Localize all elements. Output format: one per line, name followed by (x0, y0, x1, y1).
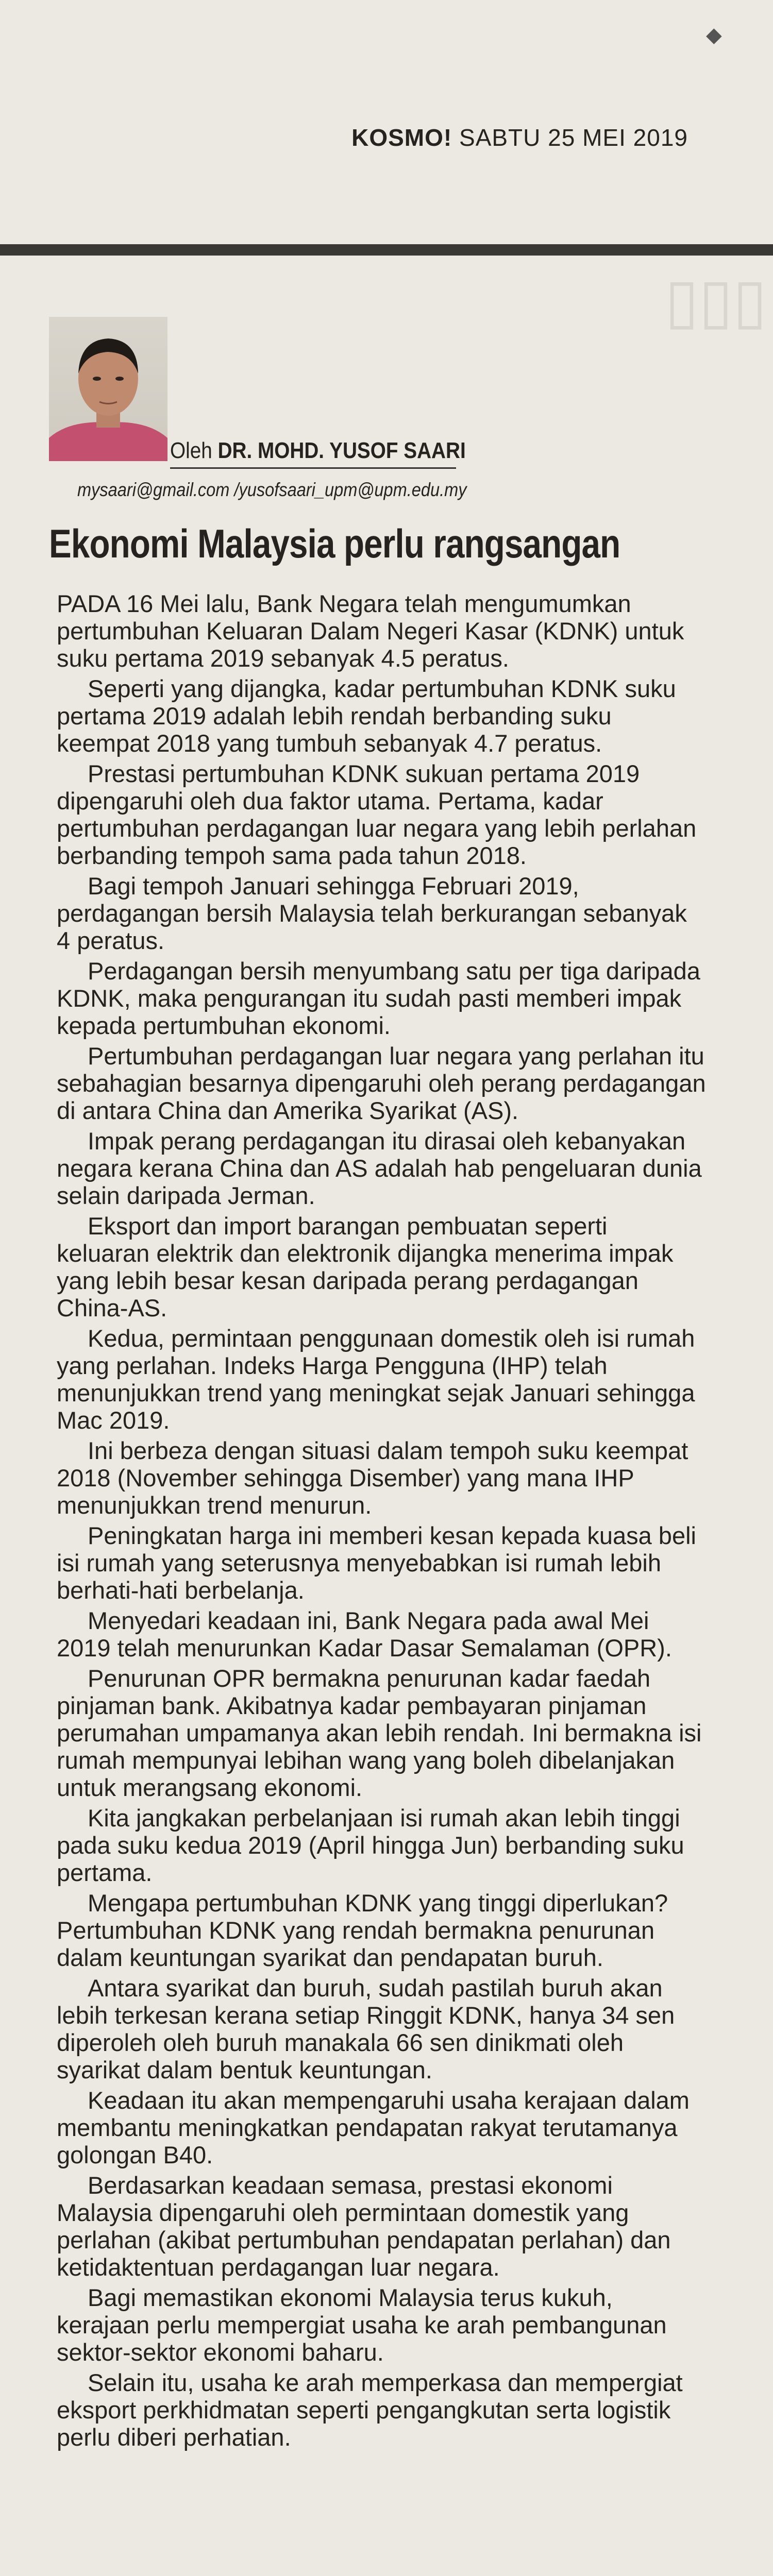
paragraph: Pertumbuhan perdagangan luar negara yang perlahan itu sebahagian besarnya dipengaruhi oleh perang perdagangan di antara China dan Amerika Syarikat (AS). (57, 1042, 706, 1124)
byline (170, 438, 466, 464)
paragraph: Seperti yang dijangka, kadar pertumbuhan KDNK suku pertama 2019 adalah lebih rendah berbanding suku keempat 2018 yang tumbuh sebanyak 4.7 peratus. (57, 675, 676, 757)
paragraph: Impak perang perdagangan itu dirasai oleh kebanyakan negara kerana China dan AS adalah hab pengeluaran dunia selain daripada Jerman. (57, 1127, 702, 1209)
paragraph: Prestasi pertumbuhan KDNK sukuan pertama 2019 dipengaruhi oleh dua faktor utama. Pertama, kadar pertumbuhan perdagangan luar negara yang lebih perlahan berbanding tempoh sama pada tahun 2018. (57, 760, 697, 869)
paragraph: Selain itu, usaha ke arah memperkasa dan mempergiat eksport perkhidmatan seperti pengangkutan serta logistik perlu diberi perhatian. (57, 2369, 683, 2451)
paragraph: Peningkatan harga ini memberi kesan kepada kuasa beli isi rumah yang seterusnya menyebabkan isi rumah lebih berhati-hati berbelanja. (57, 1522, 696, 1604)
paragraph: Bagi tempoh Januari sehingga Februari 2019, perdagangan bersih Malaysia telah berkurangan sebanyak 4 peratus. (57, 872, 687, 954)
paragraph: Kita jangkakan perbelanjaan isi rumah akan lebih tinggi pada suku kedua 2019 (April hingga Jun) berbanding suku pertama. (57, 1804, 684, 1886)
paragraph: Keadaan itu akan mempengaruhi usaha kerajaan dalam membantu meningkatkan pendapatan rakyat terutamanya golongan B40. (57, 2087, 690, 2168)
headline: Ekonomi Malaysia perlu rangsangan (49, 521, 620, 566)
paragraph: Mengapa pertumbuhan KDNK yang tinggi diperlukan? Pertumbuhan KDNK yang rendah bermakna penurunan dalam keuntungan syarikat dan pendapatan buruh. (57, 1889, 668, 1971)
bleed-through-text: ▯▯▯ (665, 267, 767, 335)
corner-mark: ◆ (706, 24, 722, 46)
byline-underline (170, 467, 456, 469)
paragraph: Antara syarikat dan buruh, sudah pastilah buruh akan lebih terkesan kerana setiap Ringgit KDNK, hanya 34 sen diperoleh oleh buruh manakala 66 sen dinikmati oleh syarikat dalam bentuk keuntungan. (57, 1974, 675, 2083)
masthead-date: SABTU 25 MEI 2019 (459, 124, 688, 151)
paragraph: Penurunan OPR bermakna penurunan kadar faedah pinjaman bank. Akibatnya kadar pembayaran pinjaman perumahan umpamanya akan lebih rendah. Ini bermakna isi rumah mempunyai lebihan wang yang boleh dibelanjakan untuk merangsang ekonomi. (57, 1665, 702, 1801)
section-rule (0, 244, 773, 256)
paragraph: Berdasarkan keadaan semasa, prestasi ekonomi Malaysia dipengaruhi oleh permintaan domestik yang perlahan (akibat pertumbuhan pendapatan perlahan) dan ketidaktentuan perdagangan luar negara. (57, 2172, 671, 2281)
author-photo (49, 317, 167, 461)
author-emails: mysaari@gmail.com /yusofsaari_upm@upm.edu.my (77, 479, 467, 500)
byline-prefix: Oleh (170, 438, 212, 463)
paragraph: PADA 16 Mei lalu, Bank Negara telah mengumumkan pertumbuhan Keluaran Dalam Negeri Kasar (KDNK) untuk suku pertama 2019 sebanyak 4.5 peratus. (57, 590, 684, 672)
masthead (351, 124, 688, 151)
paragraph: Menyedari keadaan ini, Bank Negara pada awal Mei 2019 telah menurunkan Kadar Dasar Semalaman (OPR). (57, 1607, 672, 1662)
paragraph: Eksport dan import barangan pembuatan seperti keluaran elektrik dan elektronik dijangka menerima impak yang lebih besar kesan daripada perang perdagangan China-AS. (57, 1212, 674, 1321)
paragraph: Kedua, permintaan penggunaan domestik oleh isi rumah yang perlahan. Indeks Harga Pengguna (IHP) telah menunjukkan trend yang meningkat sejak Januari sehingga Mac 2019. (57, 1325, 695, 1434)
article-body (57, 590, 706, 2454)
masthead-brand: KOSMO! (351, 124, 452, 151)
paragraph: Perdagangan bersih menyumbang satu per tiga daripada KDNK, maka pengurangan itu sudah pasti memberi impak kepada pertumbuhan ekonomi. (57, 957, 700, 1039)
paragraph: Ini berbeza dengan situasi dalam tempoh suku keempat 2018 (November sehingga Disember) yang mana IHP menunjukkan trend menurun. (57, 1437, 688, 1519)
author-name: DR. MOHD. YUSOF SAARI (217, 438, 466, 463)
author-portrait-icon (49, 317, 167, 461)
paragraph: Bagi memastikan ekonomi Malaysia terus kukuh, kerajaan perlu mempergiat usaha ke arah pembangunan sektor-sektor ekonomi baharu. (57, 2284, 667, 2366)
